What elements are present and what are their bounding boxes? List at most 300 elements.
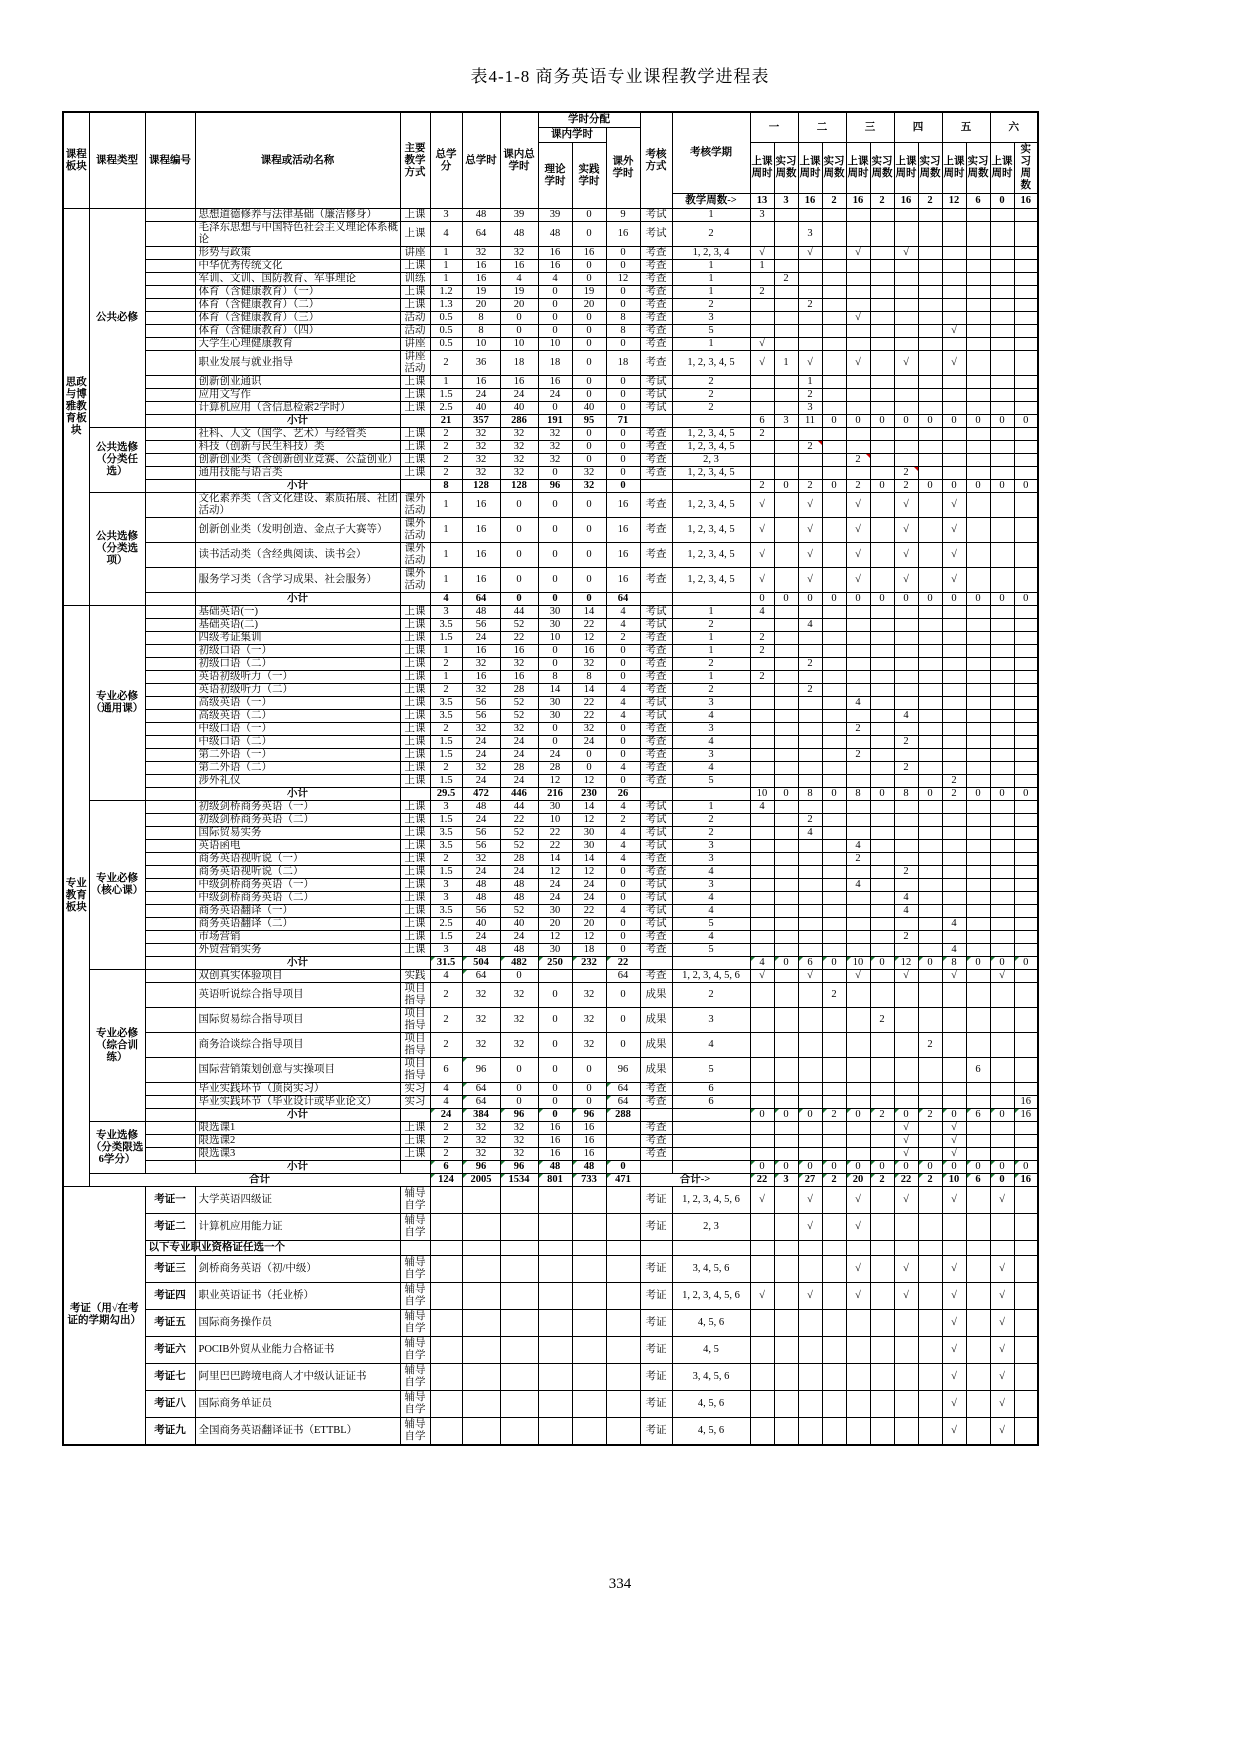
sem-cell [918, 658, 942, 671]
stat-hours: 32 [462, 1135, 500, 1148]
sem-cell [966, 684, 990, 697]
sem-cell [870, 710, 894, 723]
stat-hours: 16 [462, 518, 500, 543]
stat-assess: 考查 [640, 312, 672, 325]
sem-cell: 3 [798, 402, 822, 415]
sem-cell [918, 801, 942, 814]
sem-cell [894, 632, 918, 645]
cert-code: 考证七 [145, 1364, 195, 1391]
stat-practice: 32 [572, 480, 606, 493]
sem-cell [1014, 1214, 1038, 1241]
sem-cell [1014, 209, 1038, 222]
sem-cell [990, 827, 1014, 840]
course-name: 中级剑桥商务英语（一） [195, 879, 400, 892]
sem-cell: √ [894, 1187, 918, 1214]
sem-cell [750, 312, 774, 325]
sem-cell [870, 723, 894, 736]
stat-hours: 96 [462, 1058, 500, 1083]
course-code [145, 671, 195, 684]
sem-cell [1014, 853, 1038, 866]
stat-extra: 0 [606, 775, 640, 788]
course-name: 英语初级听力（二） [195, 684, 400, 697]
sem-cell [990, 454, 1014, 467]
sem-cell: √ [798, 1214, 822, 1241]
sem-cell [750, 1096, 774, 1109]
sem-cell: 0 [870, 788, 894, 801]
sem-cell [918, 299, 942, 312]
sem-cell [1014, 1187, 1038, 1214]
sem-cell [1014, 351, 1038, 376]
cert-code: 考证四 [145, 1283, 195, 1310]
subtotal-row [63, 480, 1038, 493]
course-code [145, 827, 195, 840]
sem-cell [774, 892, 798, 905]
stat-extra: 8 [606, 325, 640, 338]
sem-cell [774, 312, 798, 325]
course-code [145, 568, 195, 593]
course-code [145, 918, 195, 931]
sem-cell [870, 1187, 894, 1214]
stat-in-hours: 0 [500, 568, 538, 593]
stat-term: 2 [672, 389, 750, 402]
sem-cell: 2 [846, 723, 870, 736]
sem-cell [942, 338, 966, 351]
sem-cell: 0 [894, 1161, 918, 1174]
sem-cell [774, 619, 798, 632]
sem-cell [774, 568, 798, 593]
course-code [145, 697, 195, 710]
stat-extra: 64 [606, 1083, 640, 1096]
sem-cell [966, 827, 990, 840]
sem-cell [918, 619, 942, 632]
stat-theory: 0 [538, 1096, 572, 1109]
stat-term: 3 [672, 1008, 750, 1033]
sem-cell [822, 286, 846, 299]
sem-cell [966, 931, 990, 944]
course-type-label: 公共选修（分类选项） [89, 493, 145, 606]
stat-method: 上课 [400, 801, 430, 814]
cert-divider-row [63, 1241, 1038, 1256]
course-name: 商务英语视听说（二） [195, 866, 400, 879]
stat-term: 1, 2, 3, 4, 5 [672, 493, 750, 518]
sem-cell [990, 1135, 1014, 1148]
sem-cell [894, 376, 918, 389]
course-code [145, 1096, 195, 1109]
sem-cell [822, 762, 846, 775]
course-code [145, 351, 195, 376]
sem-cell [774, 454, 798, 467]
stat-theory: 16 [538, 260, 572, 273]
sem-cell [750, 273, 774, 286]
stat-assess [640, 1241, 672, 1256]
sem-cell [1014, 260, 1038, 273]
stat-extra: 4 [606, 684, 640, 697]
stat-theory: 48 [538, 1161, 572, 1174]
course-row [63, 671, 1038, 684]
stat-practice: 12 [572, 775, 606, 788]
column-header: 学时分配 [538, 112, 640, 128]
semester-header: 四 [894, 112, 942, 143]
sem-cell [846, 827, 870, 840]
sem-cell: 0 [846, 1109, 870, 1122]
stat-term: 1 [672, 209, 750, 222]
stat-assess: 考查 [640, 543, 672, 568]
sem-cell [846, 775, 870, 788]
sem-cell: 2 [750, 286, 774, 299]
sem-cell: √ [750, 568, 774, 593]
sem-cell: 2 [894, 480, 918, 493]
course-code [145, 1135, 195, 1148]
course-name: 中级口语（一） [195, 723, 400, 736]
stat-credits: 124 [430, 1174, 462, 1187]
course-row [63, 892, 1038, 905]
course-row [63, 632, 1038, 645]
sem-cell [966, 441, 990, 454]
stat-term: 4 [672, 762, 750, 775]
sem-cell [822, 710, 846, 723]
stat-credits [430, 1391, 462, 1418]
stat-theory: 250 [538, 957, 572, 970]
subtotal-label: 小计 [195, 957, 400, 970]
column-header: 课外学时 [606, 128, 640, 209]
sem-cell [918, 853, 942, 866]
stat-assess [640, 1109, 672, 1122]
sem-cell [1014, 1310, 1038, 1337]
sem-cell [942, 428, 966, 441]
stat-term: 1, 2, 3, 4 [672, 247, 750, 260]
sem-cell [990, 840, 1014, 853]
sem-cell [966, 247, 990, 260]
stat-extra: 0 [606, 866, 640, 879]
sem-cell [942, 697, 966, 710]
course-code [145, 814, 195, 827]
stat-assess: 考试 [640, 402, 672, 415]
subtotal-row [63, 593, 1038, 606]
stat-theory [538, 1187, 572, 1214]
stat-method: 上课 [400, 905, 430, 918]
course-name: 服务学习类（含学习成果、社会服务） [195, 568, 400, 593]
sem-cell [846, 801, 870, 814]
sem-cell [1014, 710, 1038, 723]
stat-in-hours: 48 [500, 892, 538, 905]
sem-cell [798, 645, 822, 658]
stat-method: 上课 [400, 1122, 430, 1135]
sem-cell: 0 [750, 1109, 774, 1122]
stat-theory: 0 [538, 1008, 572, 1033]
sem-cell [894, 402, 918, 415]
stat-term: 2, 3 [672, 1214, 750, 1241]
sem-cell [870, 892, 894, 905]
sem-cell [1014, 671, 1038, 684]
stat-hours: 384 [462, 1109, 500, 1122]
course-code [145, 879, 195, 892]
course-code [145, 260, 195, 273]
sem-cell [990, 944, 1014, 957]
sem-cell [990, 749, 1014, 762]
sem-cell [750, 222, 774, 247]
sem-cell [894, 944, 918, 957]
sem-cell: 0 [822, 957, 846, 970]
stat-assess: 考试 [640, 389, 672, 402]
stat-theory: 0 [538, 723, 572, 736]
stat-in-hours: 32 [500, 983, 538, 1008]
course-name: 职业发展与就业指导 [195, 351, 400, 376]
sem-cell [1014, 312, 1038, 325]
sem-cell [822, 736, 846, 749]
stat-practice: 0 [572, 209, 606, 222]
stat-assess [640, 1161, 672, 1174]
sem-cell [918, 866, 942, 879]
sem-cell [990, 389, 1014, 402]
stat-assess: 成果 [640, 1058, 672, 1083]
sem-cell: √ [846, 1187, 870, 1214]
sem-cell [990, 312, 1014, 325]
sem-cell [894, 1337, 918, 1364]
stat-method: 上课 [400, 1135, 430, 1148]
sem-cell [774, 749, 798, 762]
stat-assess: 考查 [640, 645, 672, 658]
sem-cell [894, 299, 918, 312]
sem-cell: 0 [990, 1174, 1014, 1187]
stat-practice: 0 [572, 376, 606, 389]
sem-cell [870, 736, 894, 749]
stat-term: 1, 2, 3, 4, 5, 6 [672, 1187, 750, 1214]
sem-cell [966, 299, 990, 312]
sem-cell [942, 983, 966, 1008]
sem-cell [798, 892, 822, 905]
stat-method [400, 1161, 430, 1174]
sem-cell [774, 801, 798, 814]
sem-cell [1014, 970, 1038, 983]
column-header: 上课周时 [942, 143, 966, 194]
stat-theory: 216 [538, 788, 572, 801]
sem-cell [942, 1241, 966, 1256]
grand-total-arrow: 合计-> [640, 1174, 750, 1187]
stat-credits: 31.5 [430, 957, 462, 970]
sem-cell [846, 671, 870, 684]
stat-theory: 39 [538, 209, 572, 222]
stat-hours [462, 1214, 500, 1241]
course-row [63, 840, 1038, 853]
sem-cell [750, 853, 774, 866]
sem-cell [894, 389, 918, 402]
stat-practice: 96 [572, 1109, 606, 1122]
sem-cell [774, 827, 798, 840]
sem-cell [1014, 286, 1038, 299]
stat-credits: 1.2 [430, 286, 462, 299]
stat-credits: 3.5 [430, 697, 462, 710]
stat-term: 2 [672, 983, 750, 1008]
sem-cell [822, 684, 846, 697]
course-name: 外贸营销实务 [195, 944, 400, 957]
stat-practice: 32 [572, 723, 606, 736]
course-row [63, 645, 1038, 658]
sem-cell [798, 840, 822, 853]
sem-cell [966, 518, 990, 543]
sem-cell [822, 1310, 846, 1337]
sem-cell [990, 441, 1014, 454]
sem-cell: 6 [966, 1109, 990, 1122]
sem-cell: 6 [966, 1174, 990, 1187]
cert-name: 国际商务操作员 [195, 1310, 400, 1337]
stat-in-hours: 1534 [500, 1174, 538, 1187]
sem-cell: 2 [894, 866, 918, 879]
course-row [63, 222, 1038, 247]
stat-hours: 24 [462, 736, 500, 749]
stat-practice: 16 [572, 1135, 606, 1148]
stat-extra: 8 [606, 312, 640, 325]
stat-method: 讲座 [400, 338, 430, 351]
stat-theory: 16 [538, 376, 572, 389]
sem-cell [918, 775, 942, 788]
sem-cell [822, 658, 846, 671]
stat-credits [430, 1310, 462, 1337]
stat-theory: 0 [538, 312, 572, 325]
sem-cell [942, 814, 966, 827]
stat-practice: 32 [572, 1008, 606, 1033]
sem-cell [774, 1364, 798, 1391]
sem-cell [894, 441, 918, 454]
sem-cell [1014, 606, 1038, 619]
stat-assess: 考查 [640, 658, 672, 671]
course-name: 第二外语（二） [195, 762, 400, 775]
sem-cell [942, 389, 966, 402]
stat-in-hours: 16 [500, 260, 538, 273]
sem-cell [990, 467, 1014, 480]
stat-credits: 1 [430, 671, 462, 684]
stat-credits: 21 [430, 415, 462, 428]
stat-hours: 2005 [462, 1174, 500, 1187]
sem-cell [774, 853, 798, 866]
sem-cell: 2 [942, 788, 966, 801]
stat-extra: 4 [606, 853, 640, 866]
sem-cell [750, 1310, 774, 1337]
sem-cell [798, 697, 822, 710]
sem-cell [942, 801, 966, 814]
stat-method: 上课 [400, 209, 430, 222]
stat-practice: 95 [572, 415, 606, 428]
sem-cell [750, 749, 774, 762]
sem-cell [870, 338, 894, 351]
stat-in-hours: 39 [500, 209, 538, 222]
sem-cell [822, 723, 846, 736]
sem-cell [894, 983, 918, 1008]
sem-cell [942, 247, 966, 260]
course-row [63, 944, 1038, 957]
sem-cell [966, 918, 990, 931]
sem-cell [1014, 1256, 1038, 1283]
stat-theory: 14 [538, 684, 572, 697]
stat-practice: 0 [572, 260, 606, 273]
stat-extra: 288 [606, 1109, 640, 1122]
sem-cell [822, 441, 846, 454]
stat-term [672, 1148, 750, 1161]
sem-cell: 0 [870, 415, 894, 428]
stat-hours [462, 1283, 500, 1310]
sem-cell [822, 879, 846, 892]
sem-cell [990, 247, 1014, 260]
stat-method [400, 957, 430, 970]
sem-cell [990, 684, 1014, 697]
sem-cell [846, 441, 870, 454]
course-name: 文化素养类（含文化建设、素质拓展、社团活动） [195, 493, 400, 518]
sem-cell [966, 853, 990, 866]
course-code [145, 467, 195, 480]
page-number: 334 [608, 1575, 632, 1592]
sem-cell [798, 671, 822, 684]
sem-cell [966, 1283, 990, 1310]
course-name: 中级剑桥商务英语（二） [195, 892, 400, 905]
sem-cell [798, 710, 822, 723]
sem-cell: √ [750, 1283, 774, 1310]
stat-hours: 24 [462, 931, 500, 944]
sem-cell [966, 1337, 990, 1364]
sem-cell: √ [798, 568, 822, 593]
course-name: 基础英语(一) [195, 606, 400, 619]
sem-cell [870, 632, 894, 645]
stat-term: 2 [672, 402, 750, 415]
stat-hours: 16 [462, 493, 500, 518]
sem-cell [966, 1256, 990, 1283]
course-code [145, 762, 195, 775]
sem-cell [966, 736, 990, 749]
stat-practice: 0 [572, 543, 606, 568]
sem-cell [990, 736, 1014, 749]
sem-cell [966, 1096, 990, 1109]
sem-cell [846, 1058, 870, 1083]
subtotal-label: 小计 [195, 415, 400, 428]
course-name: 体育（含健康教育）（四） [195, 325, 400, 338]
stat-hours: 472 [462, 788, 500, 801]
sem-cell [798, 606, 822, 619]
course-row [63, 543, 1038, 568]
sem-cell: 0 [918, 788, 942, 801]
section-board-label: 考证（用√在考证的学期勾出） [63, 1187, 145, 1445]
sem-cell [846, 1083, 870, 1096]
sem-cell [750, 1148, 774, 1161]
sem-cell [966, 801, 990, 814]
course-code [145, 866, 195, 879]
sem-cell [798, 209, 822, 222]
stat-extra: 0 [606, 1033, 640, 1058]
course-row [63, 1058, 1038, 1083]
cert-row [63, 1256, 1038, 1283]
sem-cell: 0 [942, 480, 966, 493]
stat-credits [430, 1256, 462, 1283]
sem-cell: 3 [774, 1174, 798, 1187]
sem-cell [870, 983, 894, 1008]
sem-cell [870, 402, 894, 415]
stat-method: 上课 [400, 619, 430, 632]
sem-cell [918, 1364, 942, 1391]
sem-cell: √ [990, 1418, 1014, 1445]
stat-in-hours: 48 [500, 222, 538, 247]
course-code [145, 428, 195, 441]
course-name: 体育（含健康教育）（三） [195, 312, 400, 325]
stat-assess [640, 415, 672, 428]
section-board-label: 思政与博雅教育板块 [63, 209, 89, 606]
column-header: 实习周数 [966, 143, 990, 194]
stat-assess: 考证 [640, 1256, 672, 1283]
stat-method: 上课 [400, 892, 430, 905]
sem-cell: 0 [990, 957, 1014, 970]
stat-credits: 2 [430, 467, 462, 480]
stat-assess: 考查 [640, 467, 672, 480]
sem-cell [798, 338, 822, 351]
stat-method: 上课 [400, 376, 430, 389]
stat-method: 实习 [400, 1083, 430, 1096]
stat-in-hours: 22 [500, 632, 538, 645]
